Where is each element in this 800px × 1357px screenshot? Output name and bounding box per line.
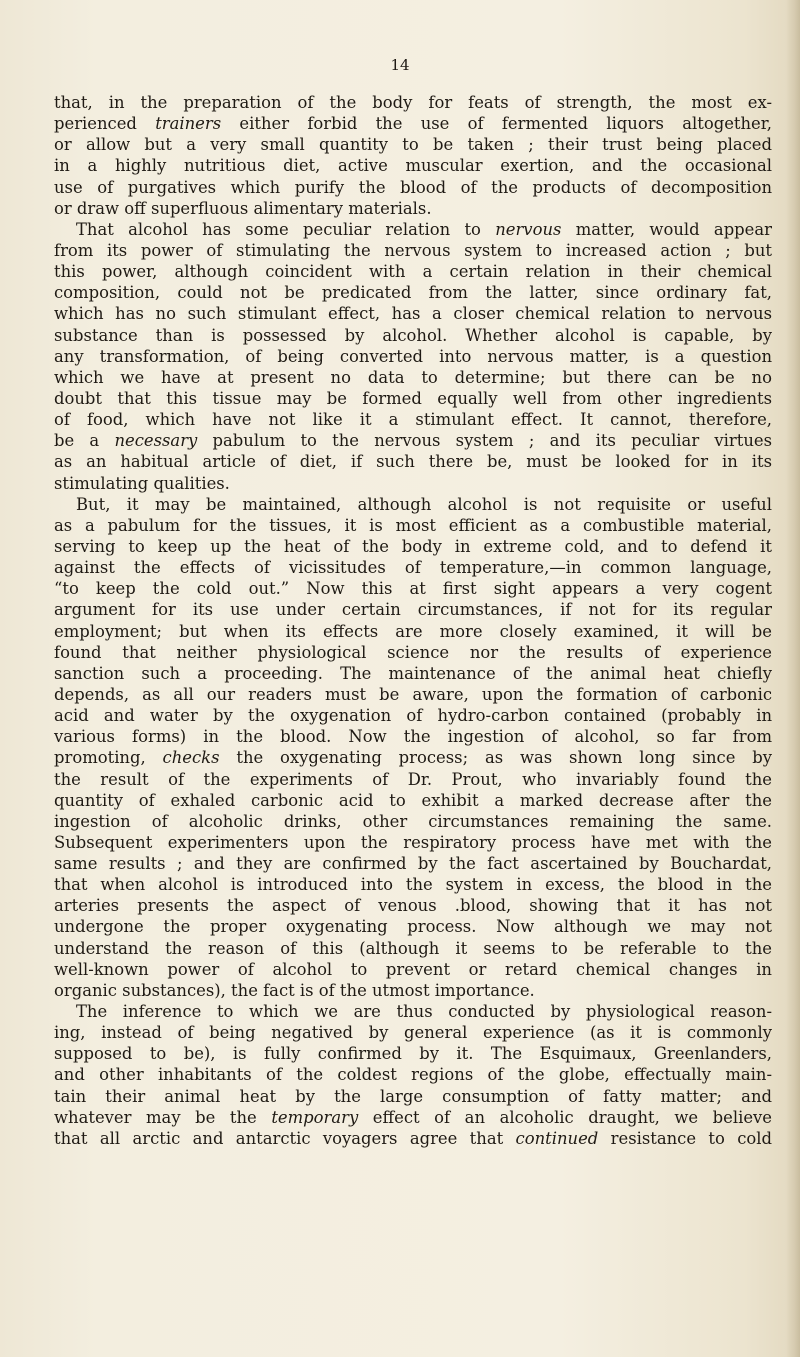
text-line: understand the reason of this (although it seems to be referable to the [54, 938, 772, 958]
text-line: But, it may be maintained, although alcohol is not requisite or useful [76, 494, 772, 514]
text-line: or allow but a very small quantity to be taken ; their trust being placed [54, 135, 772, 155]
text-line: from its power of stimulating the nervous system to increased action ; but [54, 240, 772, 260]
text-line: or draw off superfluous alimentary materials. [54, 198, 432, 218]
text-line: that when alcohol is introduced into the system in excess, the blood in the [54, 875, 772, 895]
text-line: ing, instead of being negatived by general experience (as it is commonly [54, 1023, 772, 1043]
text-line: undergone the proper oxygenating process. Now although we may not [54, 917, 772, 937]
text-line: the result of the experiments of Dr. Prout, who invariably found the [54, 769, 772, 789]
text-line: and other inhabitants of the coldest regions of the globe, effectually main- [54, 1065, 772, 1085]
text-line: found that neither physiological science nor the results of experience [54, 642, 772, 662]
text-line: same results ; and they are confirmed by the fact ascertained by Bouchardat, [54, 854, 772, 874]
text-line: against the effects of vicissitudes of temperature,—in common language, [54, 558, 772, 578]
text-line: That alcohol has some peculiar relation to nervous matter, would appear [76, 219, 772, 239]
text-line: promoting, checks the oxygenating process; as was shown long since by [54, 748, 772, 768]
text-line: which we have at present no data to determine; but there can be no [54, 367, 772, 387]
text-line: doubt that this tissue may be formed equally well from other ingredients [54, 388, 772, 408]
text-line: be a necessary pabulum to the nervous system ; and its peculiar virtues [54, 431, 772, 451]
text-line: this power, although coincident with a certain relation in their chemical [54, 262, 772, 282]
text-line: composition, could not be predicated from the latter, since ordinary fat, [54, 283, 772, 303]
text-line: as a pabulum for the tissues, it is most efficient as a combustible material, [54, 515, 772, 535]
text-line: various forms) in the blood. Now the ingestion of alcohol, so far from [54, 727, 772, 747]
text-line: depends, as all our readers must be aware, upon the formation of carbonic [54, 684, 772, 704]
page-edge-shadow [786, 0, 800, 1357]
text-line: serving to keep up the heat of the body in extreme cold, and to defend it [54, 536, 772, 556]
text-line: substance than is possessed by alcohol. Whether alcohol is capable, by [54, 325, 772, 345]
text-line: arteries presents the aspect of venous .blood, showing that it has not [54, 896, 772, 916]
text-line: supposed to be), is fully confirmed by it. The Esquimaux, Greenlanders, [54, 1044, 772, 1064]
text-line: quantity of exhaled carbonic acid to exhibit a marked decrease after the [54, 790, 772, 810]
text-line: as an habitual article of diet, if such there be, must be looked for in its [54, 452, 772, 472]
body-text [54, 92, 772, 1149]
text-line: any transformation, of being converted into nervous matter, is a question [54, 346, 772, 366]
text-line: organic substances), the fact is of the utmost importance. [54, 980, 535, 1000]
text-line: employment; but when its effects are more closely examined, it will be [54, 621, 772, 641]
text-line: Subsequent experimenters upon the respiratory process have met with the [54, 832, 772, 852]
text-line: argument for its use under certain circumstances, if not for its regular [54, 600, 772, 620]
text-line: acid and water by the oxygenation of hydro-carbon contained (probably in [54, 706, 772, 726]
text-line: sanction such a proceeding. The maintenance of the animal heat chiefly [54, 663, 772, 683]
text-line: tain their animal heat by the large consumption of fatty matter; and [54, 1086, 772, 1106]
text-line: that, in the preparation of the body for feats of strength, the most ex- [54, 93, 772, 112]
text-line: in a highly nutritious diet, active muscular exertion, and the occasional [54, 156, 772, 176]
text-line: “to keep the cold out.” Now this at first sight appears a very cogent [54, 579, 772, 599]
text-line: use of purgatives which purify the blood of the products of decomposition [54, 177, 772, 197]
text-line: ingestion of alcoholic drinks, other circumstances remaining the same. [54, 811, 772, 831]
text-line: whatever may be the temporary effect of an alcoholic draught, we believe [54, 1107, 773, 1127]
text-line: well-known power of alcohol to prevent or retard chemical changes in [54, 959, 772, 979]
text-line: The inference to which we are thus conducted by physiological reason- [76, 1002, 772, 1022]
text-line: which has no such stimulant effect, has a closer chemical relation to nervous [54, 304, 772, 324]
text-line: that all arctic and antarctic voyagers agree that continued resistance to cold [54, 1128, 772, 1148]
text-line: perienced trainers either forbid the use of fermented liquors altogether, [54, 114, 772, 134]
text-line: stimulating qualities. [54, 473, 230, 493]
text-line: of food, which have not like it a stimulant effect. It cannot, therefore, [54, 410, 772, 430]
page-number: 14 [390, 56, 410, 74]
